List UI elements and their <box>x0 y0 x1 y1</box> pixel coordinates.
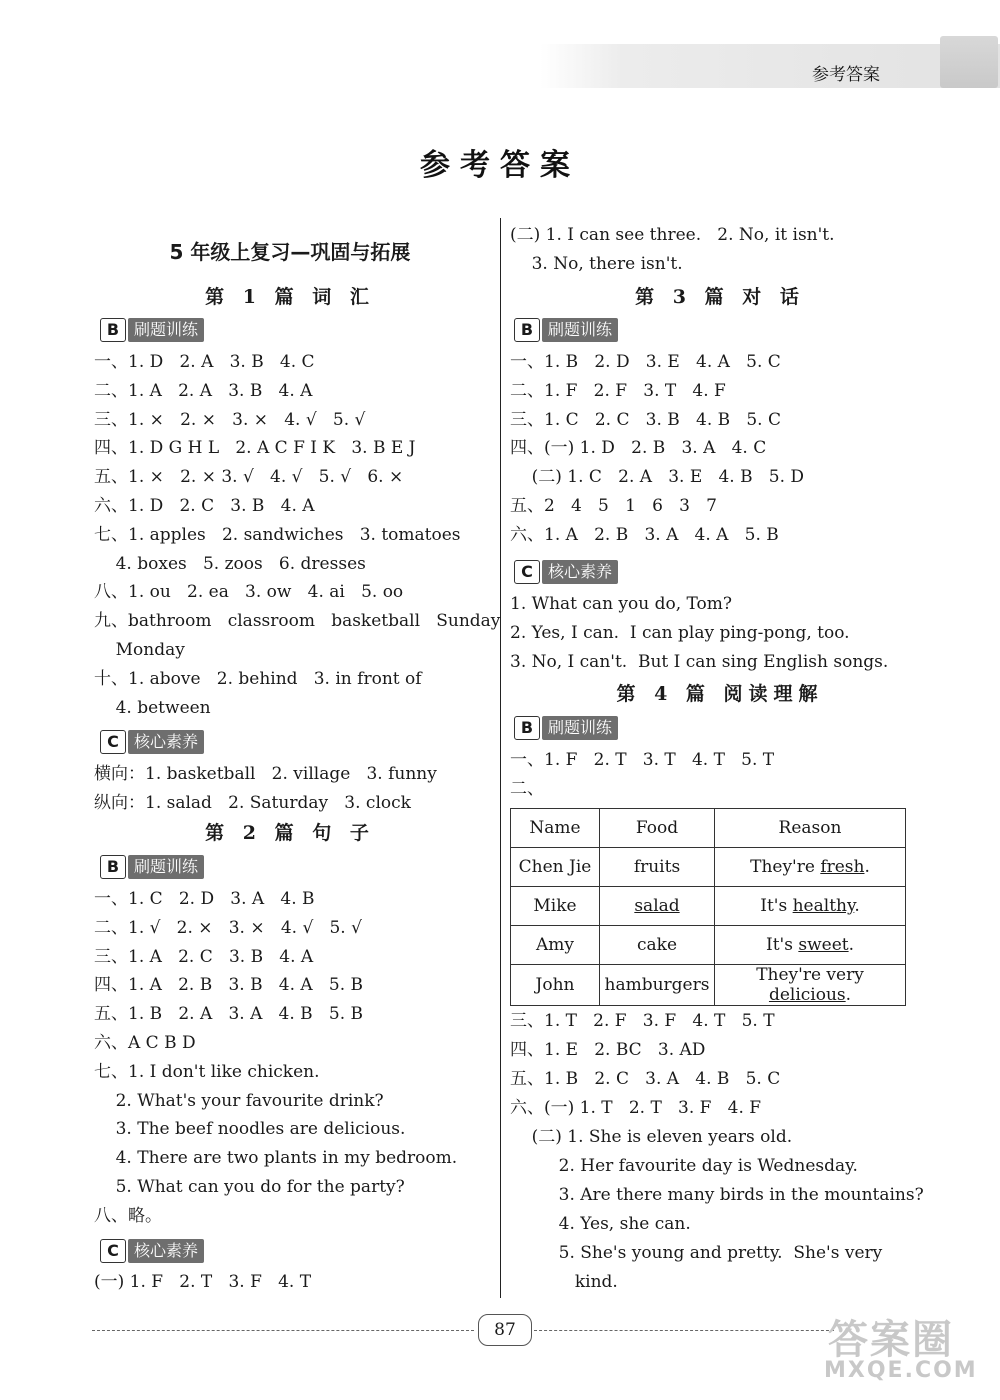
answer-line: 2. Yes, I can. I can play ping-pong, too. <box>510 622 850 643</box>
table-cell-text: . <box>854 896 860 916</box>
table-cell-reason <box>715 926 906 965</box>
table-row <box>511 887 906 926</box>
badge-label: 核心素养 <box>542 560 618 584</box>
answer-line: 六、1. A 2. B 3. A 4. A 5. B <box>510 524 779 545</box>
answer-line: kind. <box>510 1272 618 1292</box>
answer-line: 七、1. apples 2. sandwiches 3. tomatoes <box>94 524 461 545</box>
answer-line: 一、1. D 2. A 3. B 4. C <box>94 352 315 372</box>
footer-dashed-line-left <box>92 1330 474 1331</box>
section-1-title: 第 1 篇 词 汇 <box>205 286 375 308</box>
table-cell-name <box>511 965 600 1006</box>
answer-line: 二、1. A 2. A 3. B 4. A <box>94 380 313 401</box>
header-band <box>540 44 1000 88</box>
answer-line: 六、A C B D <box>94 1033 196 1053</box>
answer-line: 三、1. × 2. × 3. × 4. √ 5. √ <box>94 409 366 430</box>
table-row <box>511 965 906 1006</box>
answer-line: 五、1. × 2. × 3. √ 4. √ 5. √ 6. × <box>94 467 404 488</box>
table-cell-text: cake <box>636 935 678 955</box>
answer-line: 5. What can you do for the party? <box>94 1177 405 1197</box>
badge-label: 刷题训练 <box>128 855 204 879</box>
table-cell-text: Amy <box>535 935 574 955</box>
table-cell-text: hamburgers <box>604 975 710 995</box>
table-header-row <box>511 809 906 848</box>
answer-line: 十、1. above 2. behind 3. in front of <box>94 668 422 689</box>
answer-line: (一) 1. F 2. T 3. F 4. T <box>94 1272 312 1292</box>
badge-letter-c: C <box>100 730 126 754</box>
answer-line: 五、1. B 2. C 3. A 4. B 5. C <box>510 1069 781 1089</box>
table-cell-text: fresh <box>820 857 865 877</box>
badge-label: 刷题训练 <box>128 318 204 342</box>
answer-line: 四、1. A 2. B 3. B 4. A 5. B <box>94 975 363 996</box>
section-3-title: 第 3 篇 对 话 <box>635 286 805 308</box>
footer-dashed-line-right <box>534 1330 834 1331</box>
answer-line: 3. Are there many birds in the mountains? <box>510 1185 924 1205</box>
answer-line: 三、1. T 2. F 3. F 4. T 5. T <box>510 1011 775 1031</box>
page-number: 87 <box>478 1314 532 1346</box>
answer-line: 二、 <box>510 778 544 799</box>
section-2-c-badge <box>100 1239 204 1263</box>
answer-line: 三、1. C 2. C 3. B 4. B 5. C <box>510 409 781 430</box>
section-3-b-badge <box>514 318 618 342</box>
reading-answer-table <box>510 808 906 1006</box>
answer-line: 5. She's young and pretty. She's very <box>510 1243 883 1263</box>
answer-line: 四、1. E 2. BC 3. AD <box>510 1040 706 1060</box>
table-cell-text: . <box>848 935 854 955</box>
table-cell-text: delicious <box>768 985 846 1005</box>
answer-line: 五、1. B 2. A 3. A 4. B 5. B <box>94 1004 363 1025</box>
answer-line: 四、(一) 1. D 2. B 3. A 4. C <box>510 438 767 459</box>
table-cell-text: It's <box>766 935 799 955</box>
table-cell-food <box>600 926 715 965</box>
table-cell-food <box>600 848 715 887</box>
table-cell-text: They're <box>750 857 821 877</box>
answer-line: 纵向：1. salad 2. Saturday 3. clock <box>94 792 411 813</box>
page-title: 参考答案 <box>420 148 580 183</box>
table-cell-food <box>600 965 715 1006</box>
watermark-text: 答案圈 <box>828 1317 954 1363</box>
badge-letter-c: C <box>514 560 540 584</box>
table-cell-text: fruits <box>633 857 681 877</box>
table-header-cell: Reason <box>715 809 906 848</box>
badge-letter-b: B <box>514 318 540 342</box>
watermark-url: MXQE.COM <box>824 1358 978 1383</box>
table-cell-reason <box>715 887 906 926</box>
table-cell-text: Chen Jie <box>518 857 592 877</box>
answer-line: 二、1. F 2. F 3. T 4. F <box>510 380 726 401</box>
section-3-c-badge <box>514 560 618 584</box>
table-cell-text: It's <box>760 896 793 916</box>
table-cell-text: salad <box>634 896 680 916</box>
section-1-b-badge <box>100 318 204 342</box>
unit-subtitle: 5 年级上复习—巩固与拓展 <box>169 240 411 264</box>
table-body <box>511 848 906 1006</box>
answer-line: 六、(一) 1. T 2. T 3. F 4. F <box>510 1098 762 1118</box>
section-2-b-badge <box>100 855 204 879</box>
answer-line: 4. Yes, she can. <box>510 1214 691 1234</box>
table-row <box>511 848 906 887</box>
badge-letter-b: B <box>514 716 540 740</box>
section-4-title: 第 4 篇 阅读理解 <box>616 683 824 705</box>
table-header-cell: Food <box>600 809 715 848</box>
answer-line: 4. There are two plants in my bedroom. <box>94 1148 458 1169</box>
answer-line: 一、1. C 2. D 3. A 4. B <box>94 889 315 909</box>
answer-line: 横向：1. basketball 2. village 3. funny <box>94 764 437 784</box>
table-cell-name <box>511 887 600 926</box>
section-1-c-badge <box>100 730 204 754</box>
answer-line: (二) 1. C 2. A 3. E 4. B 5. D <box>510 467 805 488</box>
answer-line: 4. between <box>94 697 211 718</box>
watermark-logo <box>820 1308 995 1388</box>
table-cell-text: . <box>864 857 870 877</box>
badge-letter-c: C <box>100 1239 126 1263</box>
badge-label: 核心素养 <box>128 730 204 754</box>
header-decoration <box>940 36 998 88</box>
answer-line: 五、2 4 5 1 6 3 7 <box>510 496 717 516</box>
answer-line: Monday <box>94 640 185 660</box>
badge-label: 刷题训练 <box>542 318 618 342</box>
answer-line: 3. No, there isn't. <box>510 254 683 274</box>
answer-line: 一、1. F 2. T 3. T 4. T 5. T <box>510 750 775 770</box>
answer-line: 3. The beef noodles are delicious. <box>94 1119 406 1140</box>
answer-line: (二) 1. I can see three. 2. No, it isn't. <box>510 225 835 245</box>
answer-line: 2. What's your favourite drink? <box>94 1090 384 1111</box>
table-row <box>511 926 906 965</box>
badge-letter-b: B <box>100 855 126 879</box>
answer-line: 八、1. ou 2. ea 3. ow 4. ai 5. oo <box>94 582 404 603</box>
badge-letter-b: B <box>100 318 126 342</box>
badge-label: 刷题训练 <box>542 716 618 740</box>
answer-line: 4. boxes 5. zoos 6. dresses <box>94 553 366 574</box>
table-cell-text: healthy <box>792 896 855 916</box>
answer-line: 2. Her favourite day is Wednesday. <box>510 1156 858 1176</box>
answer-line: 六、1. D 2. C 3. B 4. A <box>94 496 315 516</box>
answer-line: (二) 1. She is eleven years old. <box>510 1127 793 1147</box>
answer-line: 一、1. B 2. D 3. E 4. A 5. C <box>510 352 781 372</box>
table-cell-text: . <box>845 985 852 1005</box>
answer-line: 二、1. √ 2. × 3. × 4. √ 5. √ <box>94 917 362 938</box>
answer-line: 3. No, I can't. But I can sing English songs. <box>510 651 889 672</box>
table-cell-name <box>511 926 600 965</box>
answer-line: 四、1. D G H L 2. A C F I K 3. B E J <box>94 438 416 459</box>
section-4-b-badge <box>514 716 618 740</box>
answer-line: 八、略。 <box>94 1205 162 1226</box>
answer-line: 三、1. A 2. C 3. B 4. A <box>94 946 314 967</box>
section-2-title: 第 2 篇 句 子 <box>205 822 375 844</box>
table-cell-text: sweet <box>798 935 849 955</box>
table-cell-text: They're very <box>756 965 864 985</box>
table-cell-text: John <box>535 975 575 995</box>
table-cell-name <box>511 848 600 887</box>
table-cell-food <box>600 887 715 926</box>
table-header-cell: Name <box>511 809 600 848</box>
table-cell-reason <box>715 965 906 1006</box>
table-cell-reason <box>715 848 906 887</box>
badge-label: 核心素养 <box>128 1239 204 1263</box>
header-label: 参考答案 <box>812 65 880 85</box>
column-divider <box>500 218 501 1298</box>
answer-line: 九、bathroom classroom basketball Sunday <box>94 611 501 632</box>
answer-line: 1. What can you do, Tom? <box>510 594 733 614</box>
table-cell-text: Mike <box>533 896 577 916</box>
answer-line: 七、1. I don't like chicken. <box>94 1061 320 1082</box>
